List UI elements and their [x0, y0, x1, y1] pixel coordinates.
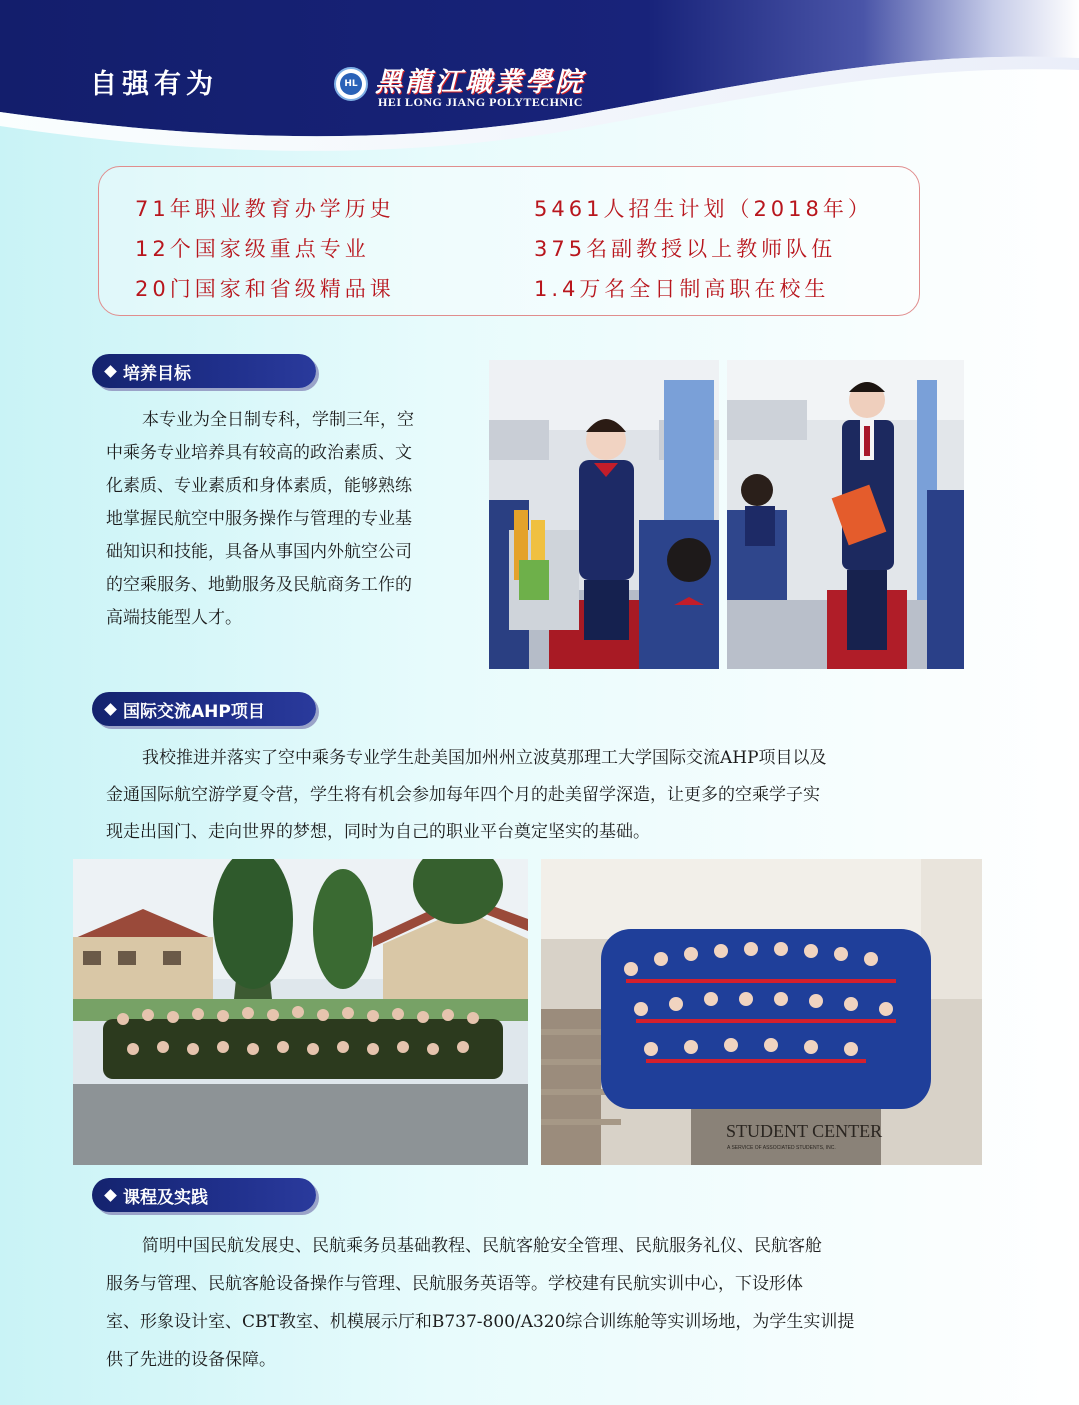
diamond-icon — [104, 1189, 117, 1202]
stat-enrollment: 5461人招生计划（2018年） — [534, 197, 873, 221]
goals-line: 化素质、专业素质和身体素质，能够熟练 — [106, 476, 412, 496]
goals-line: 中乘务专业培养具有较高的政治素质、文 — [106, 443, 412, 463]
exchange-line: 我校推进并落实了空中乘务专业学生赴美国加州州立波莫那理工大学国际交流AHP项目以及 — [142, 748, 827, 768]
motto: 自强有为 — [90, 69, 218, 100]
stat-quality-courses: 20门国家和省级精品课 — [135, 277, 395, 301]
section-title-goals — [92, 354, 316, 388]
goals-line: 地掌握民航空中服务操作与管理的专业基 — [106, 509, 412, 529]
photo-group-student-center — [541, 859, 982, 1165]
courses-line: 室、形象设计室、CBT教室、机模展示厅和B737-800/A320综合训练舱等实训场地，为学生实训提 — [106, 1312, 855, 1332]
student-center-sign-sub: A SERVICE OF ASSOCIATED STUDENTS, INC. — [727, 1145, 836, 1151]
goals-line: 础知识和技能，具备从事国内外航空公司 — [106, 542, 412, 562]
student-center-sign: STUDENT CENTER — [726, 1121, 883, 1141]
goals-line: 高端技能型人才。 — [106, 608, 242, 628]
school-emblem-icon — [334, 67, 368, 101]
photo-cabin-stewardess — [489, 360, 719, 669]
exchange-line: 金通国际航空游学夏令营，学生将有机会参加每年四个月的赴美留学深造，让更多的空乘学子实 — [106, 785, 820, 805]
stat-students: 1.4万名全日制高职在校生 — [534, 277, 830, 301]
photo-cabin-steward — [727, 360, 964, 669]
stat-key-majors: 12个国家级重点专业 — [135, 237, 370, 261]
diamond-icon — [104, 365, 117, 378]
courses-line: 供了先进的设备保障。 — [106, 1350, 276, 1370]
photo-group-outdoor — [73, 859, 528, 1165]
goals-paragraph — [106, 404, 476, 635]
exchange-paragraph — [106, 740, 968, 851]
emblem-text: HL — [340, 73, 362, 95]
stat-faculty: 375名副教授以上教师队伍 — [534, 237, 837, 261]
exchange-line: 现走出国门、走向世界的梦想，同时为自己的职业平台奠定坚实的基础。 — [106, 822, 650, 842]
school-name-cn: 黑龍江職業學院 — [375, 67, 585, 98]
section-title-text: 培养目标 — [123, 363, 191, 384]
goals-line: 本专业为全日制专科，学制三年，空 — [142, 410, 414, 430]
section-title-text: 课程及实践 — [123, 1187, 208, 1208]
school-name-en: HEI LONG JIANG POLYTECHNIC — [378, 95, 583, 109]
section-title-text: 国际交流AHP项目 — [123, 701, 265, 722]
courses-paragraph — [106, 1227, 968, 1379]
diamond-icon — [104, 703, 117, 716]
courses-line: 服务与管理、民航客舱设备操作与管理、民航服务英语等。学校建有民航实训中心，下设形体 — [106, 1274, 803, 1294]
section-title-courses — [92, 1178, 316, 1212]
goals-line: 的空乘服务、地勤服务及民航商务工作的 — [106, 575, 412, 595]
courses-line: 简明中国民航发展史、民航乘务员基础教程、民航客舱安全管理、民航服务礼仪、民航客舱 — [142, 1236, 822, 1256]
section-title-exchange — [92, 692, 316, 726]
page-header — [0, 0, 1079, 165]
stat-history: 71年职业教育办学历史 — [135, 197, 395, 221]
